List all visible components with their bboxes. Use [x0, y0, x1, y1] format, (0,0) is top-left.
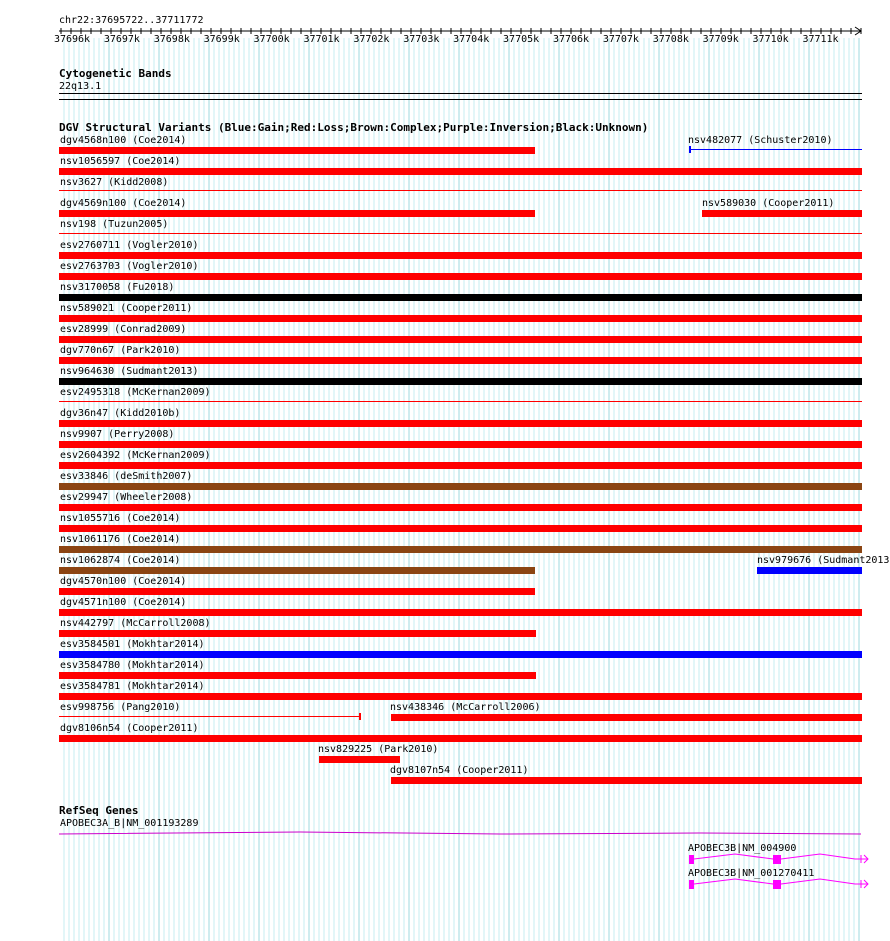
dgv-feature-label[interactable]: dgv36n47 (Kidd2010b)	[60, 408, 181, 419]
dgv-feature-label[interactable]: dgv8107n54 (Cooper2011)	[390, 765, 529, 776]
dgv-feature-label[interactable]: nsv1061176 (Coe2014)	[60, 534, 181, 545]
gene-apobec3a-b-line	[59, 832, 861, 834]
dgv-feature-label[interactable]: nsv1062874 (Coe2014)	[60, 555, 181, 566]
ruler-range-label: chr22:37695722..37711772	[59, 15, 204, 26]
gene-apobec3b-nm004900-glyph	[689, 854, 868, 864]
dgv-feature-label[interactable]: nsv1056597 (Coe2014)	[60, 156, 181, 167]
dgv-feature-label[interactable]: nsv3627 (Kidd2008)	[60, 177, 169, 188]
dgv-feature-label[interactable]: nsv979676 (Sudmant2013	[757, 555, 890, 566]
ruler-tick-label: 37699k	[203, 34, 240, 45]
dgv-feature-label[interactable]: esv33846 (deSmith2007)	[60, 471, 193, 482]
gene-label-apobec3b-nm004900[interactable]: APOBEC3B|NM_004900	[688, 843, 797, 854]
dgv-feature-label[interactable]: nsv589030 (Cooper2011)	[702, 198, 835, 209]
gene-apobec3b-nm001270411-glyph	[689, 879, 868, 889]
dgv-track-title[interactable]: DGV Structural Variants (Blue:Gain;Red:Loss;Brown:Complex;Purple:Inversion;Black:Unknown)	[59, 121, 649, 134]
dgv-feature-label[interactable]: esv2604392 (McKernan2009)	[60, 450, 211, 461]
ruler-tick-label: 37700k	[253, 34, 290, 45]
gene-label-apobec3a-b[interactable]: APOBEC3A_B|NM_001193289	[60, 818, 199, 829]
dgv-feature-label[interactable]: esv3584781 (Mokhtar2014)	[60, 681, 205, 692]
gene-label-apobec3b-nm001270411[interactable]: APOBEC3B|NM_001270411	[688, 868, 815, 879]
refseq-track-title[interactable]: RefSeq Genes	[59, 804, 139, 817]
dgv-feature-label[interactable]: nsv589021 (Cooper2011)	[60, 303, 193, 314]
dgv-feature-label[interactable]: esv998756 (Pang2010)	[60, 702, 181, 713]
cytoband-label[interactable]: 22q13.1	[59, 81, 102, 92]
ruler-tick-label: 37698k	[153, 34, 190, 45]
dgv-feature-label[interactable]: esv3584501 (Mokhtar2014)	[60, 639, 205, 650]
dgv-feature-label[interactable]: dgv770n67 (Park2010)	[60, 345, 181, 356]
dgv-feature-label[interactable]: nsv198 (Tuzun2005)	[60, 219, 169, 230]
ruler-tick-label: 37706k	[552, 34, 590, 45]
dgv-feature-label[interactable]: nsv438346 (McCarroll2006)	[390, 702, 541, 713]
ruler-tick-label: 37701k	[303, 34, 340, 45]
dgv-feature-label[interactable]: esv29947 (Wheeler2008)	[60, 492, 193, 503]
dgv-feature-label[interactable]: nsv1055716 (Coe2014)	[60, 513, 181, 524]
dgv-feature-label[interactable]: esv2763703 (Vogler2010)	[60, 261, 199, 272]
ruler-tick-label: 37704k	[453, 34, 490, 45]
ruler-tick-label: 37709k	[702, 34, 739, 45]
dgv-feature-label[interactable]: esv2495318 (McKernan2009)	[60, 387, 211, 398]
cytoband-track-title[interactable]: Cytogenetic Bands	[59, 67, 172, 80]
ruler-tick-label: 37696k	[53, 34, 91, 45]
dgv-feature-label[interactable]: esv2760711 (Vogler2010)	[60, 240, 199, 251]
ruler-tick-label: 37703k	[403, 34, 440, 45]
dgv-feature-label[interactable]: nsv3170058 (Fu2018)	[60, 282, 175, 293]
ruler-tick-label: 37705k	[503, 34, 540, 45]
dgv-feature-label[interactable]: nsv482077 (Schuster2010)	[688, 135, 833, 146]
dgv-feature-label[interactable]: esv28999 (Conrad2009)	[60, 324, 187, 335]
ruler-tick-label: 37710k	[752, 34, 789, 45]
ruler-tick-label: 37708k	[652, 34, 689, 45]
dgv-feature-label[interactable]: dgv4568n100 (Coe2014)	[60, 135, 187, 146]
dgv-feature-label[interactable]: dgv8106n54 (Cooper2011)	[60, 723, 199, 734]
dgv-feature-label[interactable]: dgv4569n100 (Coe2014)	[60, 198, 187, 209]
dgv-feature-label[interactable]: nsv442797 (McCarroll2008)	[60, 618, 211, 629]
dgv-feature-label[interactable]: dgv4571n100 (Coe2014)	[60, 597, 187, 608]
dgv-feature-label[interactable]: nsv964630 (Sudmant2013)	[60, 366, 199, 377]
dgv-feature-label[interactable]: nsv829225 (Park2010)	[318, 744, 439, 755]
ruler-tick-label: 37711k	[802, 34, 839, 45]
ruler-tick-label: 37702k	[353, 34, 390, 45]
dgv-feature-label[interactable]: dgv4570n100 (Coe2014)	[60, 576, 187, 587]
dgv-feature-label[interactable]: nsv9907 (Perry2008)	[60, 429, 175, 440]
dgv-feature-label[interactable]: esv3584780 (Mokhtar2014)	[60, 660, 205, 671]
ruler-tick-label: 37707k	[602, 34, 639, 45]
ruler-tick-label: 37697k	[103, 34, 140, 45]
